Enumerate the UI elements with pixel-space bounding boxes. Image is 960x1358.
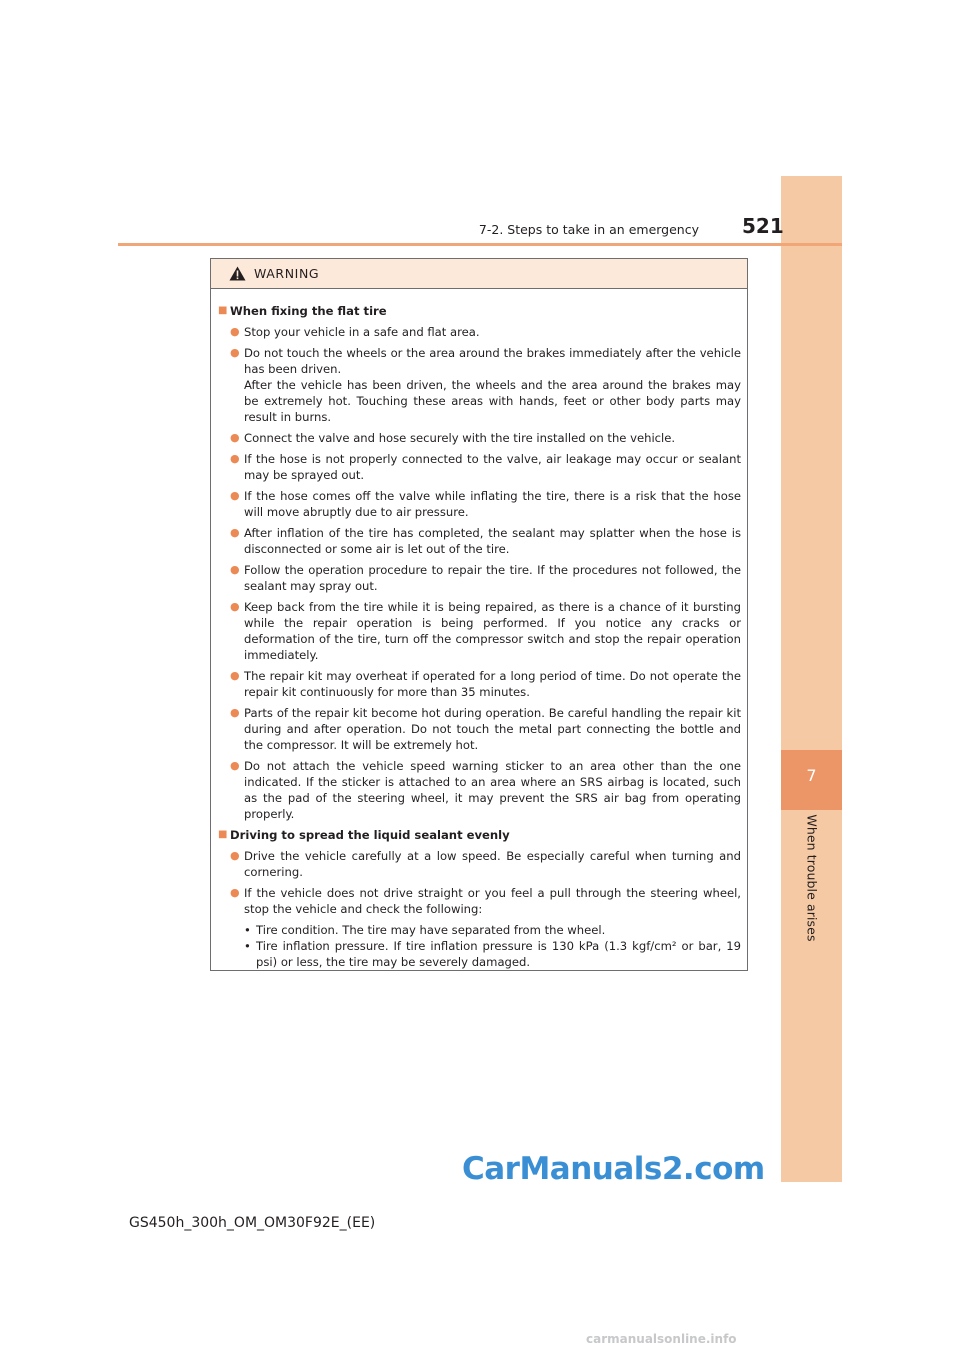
list-item-text: After inflation of the tire has completed, the sealant may splatter when the hose is disconnected or some air is let out of the tire. (244, 526, 741, 556)
warning-box (210, 258, 748, 971)
warning-title: WARNING (254, 266, 320, 281)
list-item (218, 705, 741, 753)
list-item-text: Follow the operation procedure to repair the tire. If the procedures not followed, the sealant may spray out. (244, 563, 741, 593)
list-item (218, 488, 741, 520)
sub-list-item (244, 938, 741, 970)
list-item (218, 848, 741, 880)
sub-list-item-text: Tire condition. The tire may have separated from the wheel. (256, 923, 606, 937)
list-item (218, 885, 741, 917)
list-item-text: Connect the valve and hose securely with the tire installed on the vehicle. (244, 431, 676, 445)
circle-bullet-icon: ● (230, 431, 240, 444)
page-number: 521 (742, 214, 784, 238)
list-item-text: Parts of the repair kit become hot during operation. Be careful handling the repair kit during and after operation. Do not touch the metal part connecting the bottle and the compressor. It will be extremely hot. (244, 706, 741, 752)
list-item (218, 324, 741, 340)
list-item-text: If the hose is not properly connected to the valve, air leakage may occur or sealant may be sprayed out. (244, 452, 741, 482)
list-item-text: Keep back from the tire while it is being repaired, as there is a chance of it bursting while the repair operation is being performed. If you notice any cracks or deformation of the tire, turn off the compressor switch and stop the repair operation immediately. (244, 600, 741, 662)
watermark-logo[interactable]: CarManuals2.com (462, 1151, 765, 1187)
circle-bullet-icon: ● (230, 489, 240, 502)
circle-bullet-icon: ● (230, 563, 240, 576)
list-item (218, 562, 741, 594)
list-item (218, 451, 741, 483)
section-heading (218, 827, 741, 843)
circle-bullet-icon: ● (230, 600, 240, 613)
list-item (218, 668, 741, 700)
list-item-text: If the vehicle does not drive straight or you feel a pull through the steering wheel, stop the vehicle and check the following: (244, 886, 741, 916)
square-bullet-icon: ■ (218, 305, 228, 316)
warning-body (211, 289, 747, 970)
circle-bullet-icon: ● (230, 526, 240, 539)
circle-bullet-icon: ● (230, 759, 240, 772)
header-rule (118, 243, 842, 246)
watermark-text[interactable]: carmanualsonline.info (586, 1332, 737, 1346)
warning-header (211, 259, 747, 289)
section-heading (218, 303, 741, 319)
list-item (218, 345, 741, 425)
section-heading-text: When fixing the flat tire (230, 304, 387, 318)
circle-bullet-icon: ● (230, 325, 240, 338)
document-code: GS450h_300h_OM_OM30F92E_(EE) (129, 1215, 376, 1231)
list-item-text: Do not touch the wheels or the area around the brakes immediately after the vehicle has been driven. After the vehicle has been driven, the wheels and the area around the brakes may be extremely hot. Touching these areas with hands, feet or other body parts may result in burns. (244, 346, 741, 424)
list-item-text: The repair kit may overheat if operated for a long period of time. Do not operate the repair kit continuously for more than 35 minutes. (244, 669, 741, 699)
sub-list (218, 922, 741, 970)
dot-bullet-icon: • (244, 939, 251, 953)
circle-bullet-icon: ● (230, 452, 240, 465)
side-tab (781, 176, 842, 1182)
circle-bullet-icon: ● (230, 346, 240, 359)
section-heading-text: Driving to spread the liquid sealant evenly (230, 828, 510, 842)
section-title: 7-2. Steps to take in an emergency (478, 222, 699, 237)
list-item (218, 599, 741, 663)
square-bullet-icon: ■ (218, 829, 228, 840)
dot-bullet-icon: • (244, 923, 251, 937)
list-item-text: Stop your vehicle in a safe and flat area. (244, 325, 480, 339)
chapter-title: When trouble arises (804, 814, 820, 942)
list-item-text: Do not attach the vehicle speed warning sticker to an area other than the one indicated. If the sticker is attached to an area where an SRS airbag is located, such as the pad of the steering wheel, it may prevent the SRS air bag from operating properly. (244, 759, 741, 821)
circle-bullet-icon: ● (230, 849, 240, 862)
circle-bullet-icon: ● (230, 706, 240, 719)
sub-list-item-text: Tire inflation pressure. If tire inflation pressure is 130 kPa (1.3 kgf/cm² or bar, 19 psi) or less, the tire may be severely damaged. (256, 939, 741, 969)
list-item (218, 525, 741, 557)
chapter-number: 7 (806, 766, 817, 785)
list-item-text: Drive the vehicle carefully at a low speed. Be especially careful when turning and cornering. (244, 849, 741, 879)
list-item-text: If the hose comes off the valve while inflating the tire, there is a risk that the hose will move abruptly due to air pressure. (244, 489, 741, 519)
list-item (218, 430, 741, 446)
circle-bullet-icon: ● (230, 669, 240, 682)
list-item (218, 758, 741, 822)
sub-list-item (244, 922, 741, 938)
warning-triangle-icon (229, 266, 246, 281)
circle-bullet-icon: ● (230, 886, 240, 899)
